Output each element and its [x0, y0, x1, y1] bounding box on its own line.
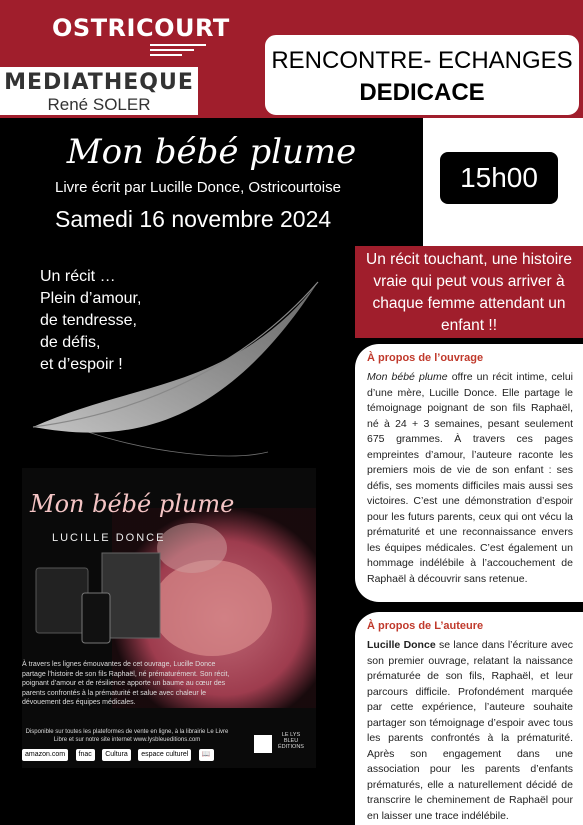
quote-box: Un récit touchant, une histoire vraie qui peut vous arriver à chaque femme attendant un enfant !! [355, 246, 583, 338]
recit-line: Un récit … [40, 268, 116, 285]
logo-lines [150, 44, 206, 58]
author-line: Livre écrit par Lucille Donce, Ostricourtoise [55, 179, 341, 196]
about-author-card [355, 612, 583, 825]
author-name: Lucille Donce [367, 639, 436, 651]
event-line1: RENCONTRE- ECHANGES [271, 47, 573, 74]
event-line2: DEDICACE [359, 79, 485, 106]
cover-description: À travers les lignes émouvantes de cet ouvrage, Lucille Donce partage l’histoire de son fils Raphaël, né prématurément. Son récit, poignant d’amour et de résilience apporte un baume au cœur des parents confrontés à la prématurité et salue avec chaleur le dévouement des équipes médicales. [22, 661, 230, 706]
cover-title: Mon bébé plume [30, 490, 235, 518]
shop-logo: Cultura [102, 749, 131, 761]
event-box [262, 32, 582, 118]
about-author-heading: À propos de L’auteure [367, 620, 484, 632]
media-subtitle: René SOLER [47, 95, 151, 114]
recit-line: Plein d’amour, [40, 290, 142, 307]
about-book-title: Mon bébé plume [367, 371, 448, 383]
shop-logo: amazon.com [22, 749, 68, 761]
publisher-logo: LE LYS BLEU ÉDITIONS [278, 732, 304, 750]
about-author-body: se lance dans l’écriture avec son premier ouvrage, relatant la naissance prématurée de son fils, Raphaël, et leur parcours difficile. Profondément marquée par cette expérience, l’auteure souhaite partager son témoignage d’espoir avec tous les parents confrontés à la prématurité. Après son engagement dans une association pour les parents d’enfants prématurés, elle a naturellement décidé de transcrire le cheminement de Raphaël pour en laisser une trace indélébile. [367, 639, 573, 822]
cover-author: LUCILLE DONCE [52, 532, 166, 544]
about-book-heading: À propos de l’ouvrage [367, 352, 484, 364]
recit-line: et d’espoir ! [40, 356, 123, 373]
shop-logos [22, 743, 232, 757]
qr-code-icon [254, 735, 272, 753]
recit-line: de tendresse, [40, 312, 137, 329]
about-author-text [367, 638, 573, 824]
recit-text [40, 266, 141, 376]
cover-availability: Disponible sur toutes les plateformes de vente en ligne, à la librairie Le Livre Libre et sur notre site internet www.lysbleueditions.com [25, 729, 229, 743]
book-title: Mon bébé plume [66, 132, 357, 172]
shop-logo: fnac [76, 749, 95, 761]
event-date: Samedi 16 novembre 2024 [55, 206, 332, 232]
time-badge: 15h00 [440, 152, 558, 204]
shop-logo: espace culturel [138, 749, 191, 761]
media-title: MEDIATHEQUE [4, 70, 194, 95]
about-book-body: offre un récit intime, celui d’une mère, Lucille Donce. Elle partage le témoignage poignant de son fils Raphaël, né à 24 + 3 semaines, pesant seulement 675 grammes. À travers ces pages empreintes d’amour, l’auteure raconte les premiers mois de vie de son enfant : ses défis, ses moments difficiles mais aussi ses victoires. C’est une démonstration d’espoir pour les futurs parents, ceux qui ont vécu la prématurité et une reconnaissance envers les équipes médicales. C’est également un hommage indélébile à l’accouchement de Raphaël à découvrir sans retenue. [367, 371, 574, 585]
recit-line: de défis, [40, 334, 101, 351]
shop-logo: 📖 [199, 749, 214, 761]
about-book-text [367, 370, 573, 587]
about-book-card [355, 344, 583, 602]
town-logo: OSTRICOURT [52, 14, 230, 42]
